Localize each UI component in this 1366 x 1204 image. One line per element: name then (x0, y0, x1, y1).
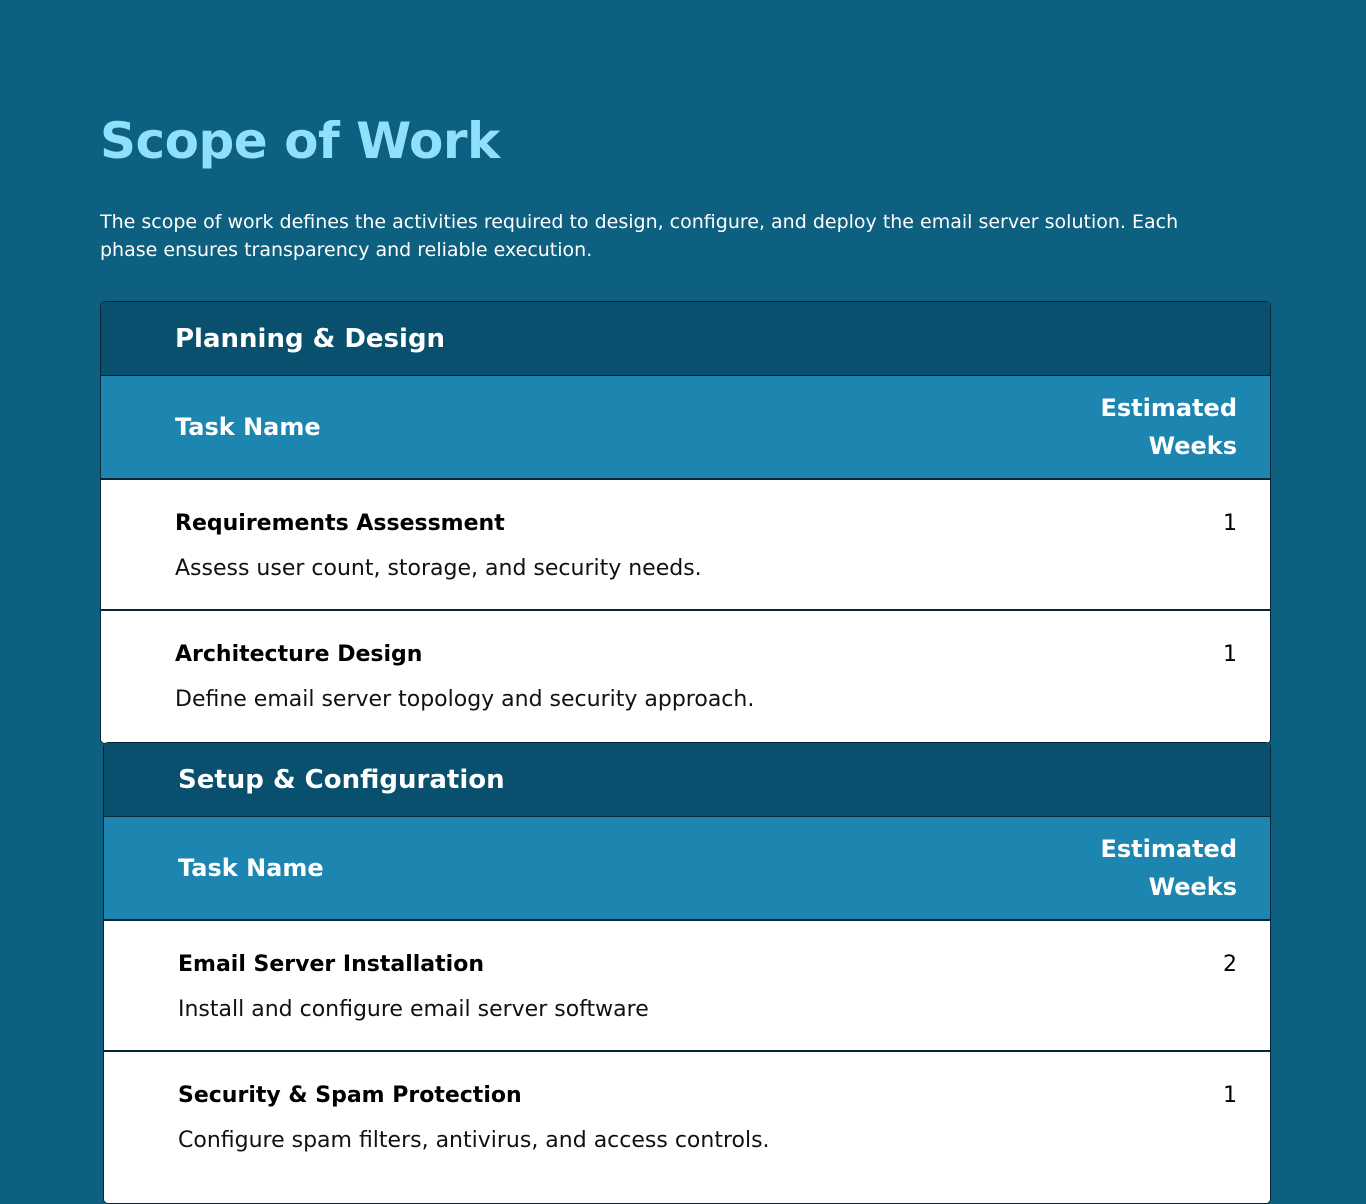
task-row (101, 611, 1270, 742)
phase-title: Setup & Configuration (104, 743, 1270, 817)
column-header-row (101, 376, 1270, 480)
column-header-weeks: Estimated Weeks (1100, 394, 1237, 460)
task-weeks: 1 (1223, 641, 1237, 667)
column-header-row (104, 817, 1270, 921)
task-row (104, 1052, 1270, 1183)
phase-title: Planning & Design (101, 302, 1270, 376)
column-header-task: Task Name (175, 413, 321, 441)
task-weeks: 1 (1223, 1082, 1237, 1108)
task-description: Assess user count, storage, and security needs. (175, 556, 702, 581)
task-weeks: 2 (1223, 951, 1237, 977)
task-weeks: 1 (1223, 510, 1237, 536)
intro-paragraph: The scope of work defines the activities required to design, configure, and deploy the email server solution. Each phase ensures transparency and reliable execution. (100, 211, 1179, 261)
column-header-task: Task Name (178, 854, 324, 882)
task-description: Define email server topology and security approach. (175, 687, 755, 712)
task-name: Requirements Assessment (175, 510, 505, 536)
task-name: Architecture Design (175, 641, 423, 667)
task-description: Configure spam filters, antivirus, and access controls. (178, 1128, 770, 1153)
task-description: Install and configure email server software (178, 997, 649, 1022)
task-row (104, 921, 1270, 1052)
task-row (101, 480, 1270, 611)
phase-table-planning (100, 301, 1271, 744)
phase-table-setup (103, 742, 1271, 1204)
task-name: Security & Spam Protection (178, 1082, 522, 1108)
page-title: Scope of Work (100, 112, 500, 170)
column-header-weeks: Estimated Weeks (1100, 835, 1237, 901)
task-name: Email Server Installation (178, 951, 484, 977)
